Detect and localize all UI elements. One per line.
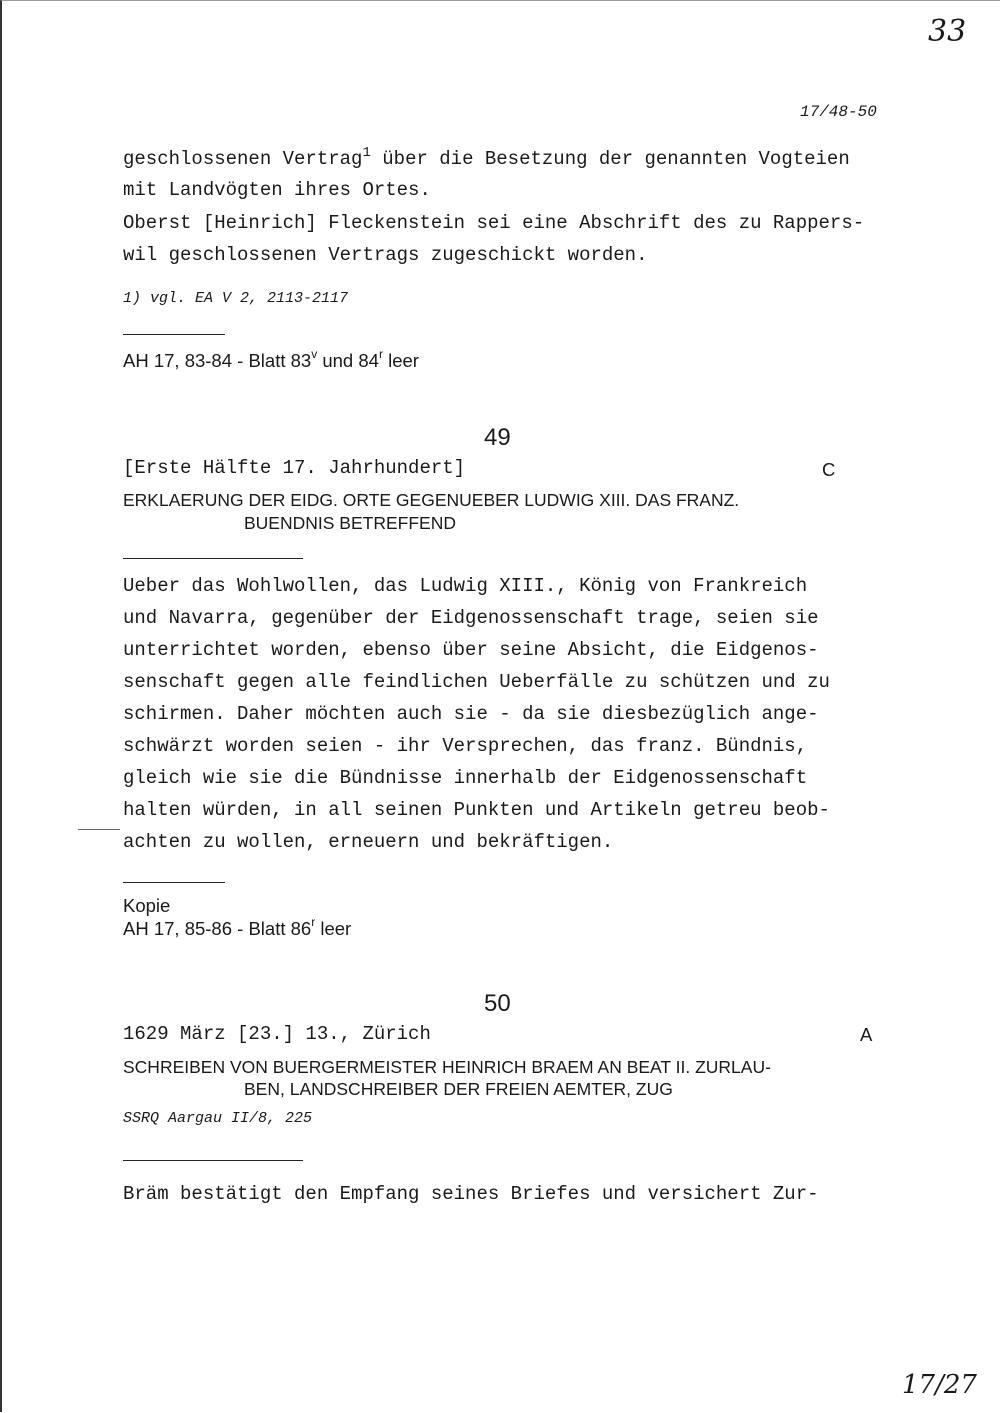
source-48-sup-1: v xyxy=(311,347,318,361)
footnote: 1) vgl. EA V 2, 2113-2117 xyxy=(123,290,349,307)
doc-49-body-4: senschaft gegen alle feindlichen Ueberfälle zu schützen und zu xyxy=(123,671,830,693)
source-49-b: leer xyxy=(315,918,352,939)
source-49-sup: r xyxy=(311,915,316,929)
intro-line-2: mit Landvögten ihres Ortes. xyxy=(123,179,431,201)
source-line-48 xyxy=(123,347,419,372)
doc-49-body-2: und Navarra, gegenüber der Eidgenossenschaft trage, seien sie xyxy=(123,607,819,629)
source-line-49 xyxy=(123,915,352,940)
divider-rule xyxy=(123,1160,303,1161)
doc-49-body-6: schwärzt worden seien - ihr Versprechen, das franz. Bündnis, xyxy=(123,735,808,757)
doc-50-reference: SSRQ Aargau II/8, 225 xyxy=(123,1110,313,1127)
doc-49-class: C xyxy=(822,459,836,480)
doc-49-title-1: ERKLAERUNG DER EIDG. ORTE GEGENUEBER LUDWIG XIII. DAS FRANZ. xyxy=(123,490,740,510)
intro-line-1 xyxy=(123,145,850,170)
doc-49-body-7: gleich wie sie die Bündnisse innerhalb der Eidgenossenschaft xyxy=(123,767,808,789)
intro-line-1-b: über die Besetzung der genannten Vogteien xyxy=(370,148,850,170)
doc-49-body-3: unterrichtet worden, ebenso über seine Absicht, die Eidgenos- xyxy=(123,639,819,661)
doc-50-title-2: BEN, LANDSCHREIBER DER FREIEN AEMTER, ZUG xyxy=(244,1079,673,1099)
handwritten-mark: 17/27 xyxy=(902,1370,977,1400)
divider-rule xyxy=(123,882,225,883)
margin-tick xyxy=(78,829,120,830)
doc-50-body-1: Bräm bestätigt den Empfang seines Briefes und versichert Zur- xyxy=(123,1183,819,1205)
doc-49-body-5: schirmen. Daher möchten auch sie - da sie diesbezüglich ange- xyxy=(123,703,819,725)
page-number: 33 xyxy=(928,14,967,49)
doc-49-copy-label: Kopie xyxy=(123,895,171,916)
doc-50-title-1: SCHREIBEN VON BUERGERMEISTER HEINRICH BRAEM AN BEAT II. ZURLAU- xyxy=(123,1057,771,1077)
intro-line-3: Oberst [Heinrich] Fleckenstein sei eine Abschrift des zu Rappers- xyxy=(123,212,865,234)
doc-49-date: [Erste Hälfte 17. Jahrhundert] xyxy=(123,457,466,479)
source-48-a: AH 17, 83-84 - Blatt 83 xyxy=(123,350,312,371)
doc-49-number: 49 xyxy=(484,424,511,451)
doc-49-body-9: achten zu wollen, erneuern und bekräftigen. xyxy=(123,831,614,853)
intro-line-4: wil geschlossenen Vertrags zugeschickt worden. xyxy=(123,244,648,266)
doc-49-body-8: halten würden, in all seinen Punkten und Artikeln getreu beob- xyxy=(123,799,830,821)
divider-rule xyxy=(123,558,303,559)
document-range-ref: 17/48-50 xyxy=(800,103,877,121)
footnote-marker: 1 xyxy=(362,145,371,161)
intro-line-1-a: geschlossenen Vertrag xyxy=(123,148,363,170)
doc-50-date: 1629 März [23.] 13., Zürich xyxy=(123,1023,431,1045)
doc-50-class: A xyxy=(860,1024,873,1045)
divider-rule xyxy=(123,334,225,335)
source-48-sup-2: r xyxy=(378,347,383,361)
doc-49-title-2: BUENDNIS BETREFFEND xyxy=(244,513,456,533)
source-48-c: leer xyxy=(382,350,419,371)
source-48-b: und 84 xyxy=(317,350,379,371)
source-49-a: AH 17, 85-86 - Blatt 86 xyxy=(123,918,312,939)
doc-50-number: 50 xyxy=(484,990,511,1017)
doc-49-body-1: Ueber das Wohlwollen, das Ludwig XIII., König von Frankreich xyxy=(123,575,808,597)
